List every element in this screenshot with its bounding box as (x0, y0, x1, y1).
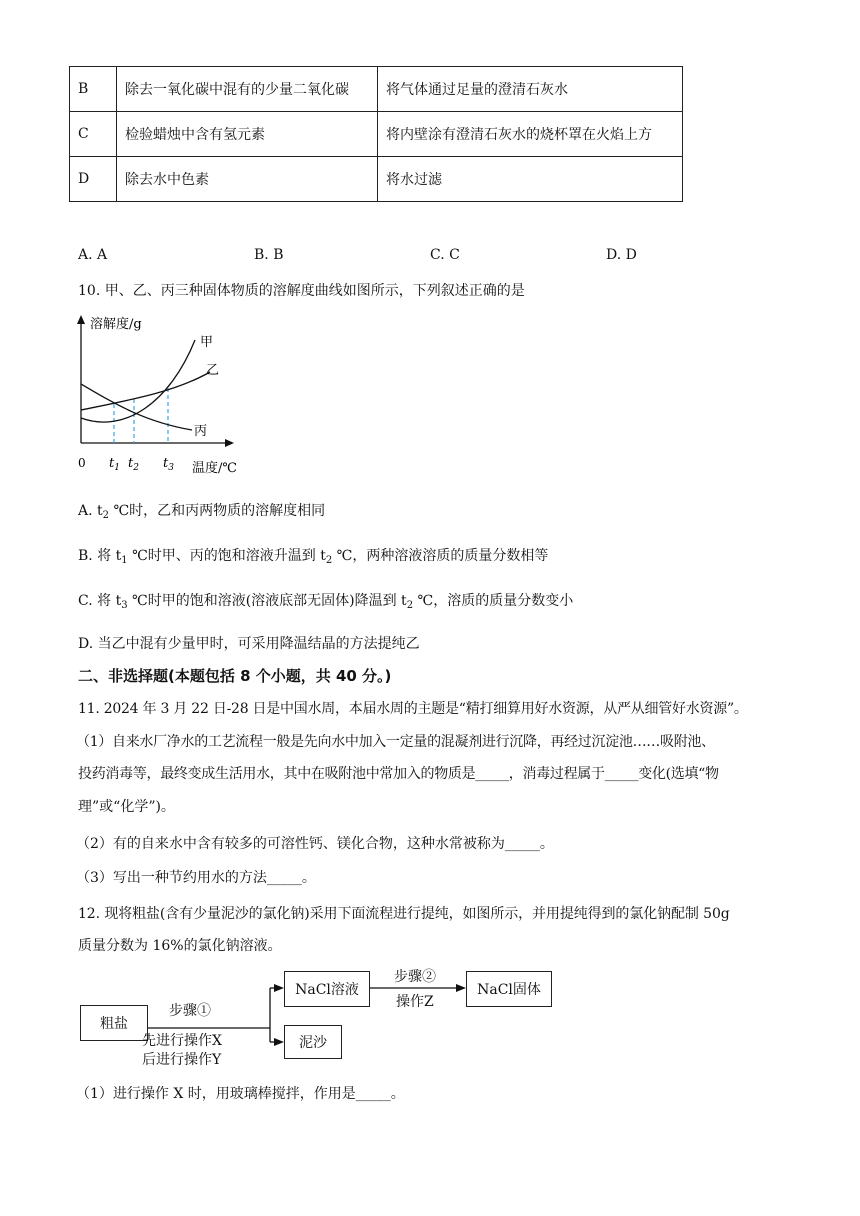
q11-p1-line2: 投药消毒等，最终变成生活用水，其中在吸附池中常加入的物质是_____，消毒过程属于_____变化(选填“物 (78, 766, 719, 782)
q12-stem-line1: 12. 现将粗盐(含有少量泥沙的氯化钠)采用下面流程进行提纯，如图所示，并用提纯得到的氯化钠配制 50g (78, 906, 730, 922)
table-row (70, 112, 683, 157)
row-label: C (70, 112, 117, 157)
q10-option-a: A. $t_2$ ℃时，乙和丙两物质的溶解度相同 (78, 503, 326, 521)
curve-label-bing: 丙 (194, 424, 208, 439)
operation-y-label: 后进行操作Y (142, 1052, 222, 1068)
x-axis-arrow-icon (225, 439, 234, 447)
q9-option-a: A. A (78, 247, 108, 263)
step1-label: 步骤① (169, 1003, 211, 1019)
arrow-to-solid-icon (456, 984, 466, 992)
table-row (70, 157, 683, 202)
curve-jia (81, 340, 195, 422)
q12-stem-line2: 质量分数为 16%的氯化钠溶液。 (78, 938, 282, 954)
options-table (69, 66, 683, 202)
q11-p2: （2）有的自来水中含有较多的可溶性钙、镁化合物，这种水常被称为_____。 (76, 836, 554, 852)
q12-p1: （1）进行操作 X 时，用玻璃棒搅拌，作用是_____。 (76, 1086, 405, 1102)
row-label: B (70, 67, 117, 112)
q9-option-b: B. B (254, 247, 284, 263)
crude-salt-box: 粗盐 (80, 1005, 148, 1041)
q9-option-d: D. D (606, 247, 637, 263)
curve-label-yi: 乙 (206, 363, 220, 378)
solubility-graph (70, 312, 260, 478)
q11-p3: （3）写出一种节约用水的方法_____。 (76, 870, 316, 886)
arrow-to-sand-icon (274, 1038, 284, 1046)
operation-z-label: 操作Z (396, 994, 434, 1010)
q9-option-c: C. C (430, 247, 460, 263)
nacl-solution-box: NaCl溶液 (284, 971, 370, 1007)
q10-option-b: B. 将 $t_1$ ℃时甲、丙的饱和溶液升温到 $t_2$ ℃，两种溶液溶质的质量分数相等 (78, 548, 549, 566)
table-row (70, 67, 683, 112)
step2-label: 步骤② (394, 969, 436, 985)
q10-option-c: C. 将 $t_3$ ℃时甲的饱和溶液(溶液底部无固体)降温到 $t_2$ ℃，溶质的质量分数变小 (78, 593, 574, 611)
row-label: D (70, 157, 117, 202)
tick-t2: $t_2$ (128, 456, 139, 473)
y-axis-arrow-icon (77, 315, 85, 324)
arrow-to-solution-icon (274, 984, 284, 992)
q11-p1-line3: 理”或“化学”)。 (78, 799, 175, 815)
tick-t3: $t_3$ (163, 456, 174, 473)
origin-label: 0 (78, 456, 86, 470)
sand-box: 泥沙 (284, 1025, 342, 1059)
row-purpose: 除去水中色素 (117, 157, 378, 202)
row-method: 将内壁涂有澄清石灰水的烧杯罩在火焰上方 (378, 112, 683, 157)
section-heading: 二、非选择题(本题包括 8 个小题，共 40 分。) (78, 667, 392, 685)
x-axis-label: 温度/℃ (192, 461, 237, 476)
curve-label-jia: 甲 (200, 335, 214, 350)
q11-p1-line1: （1）自来水厂净水的工艺流程一般是先向水中加入一定量的混凝剂进行沉降，再经过沉淀池……吸附池、 (76, 734, 715, 750)
row-method: 将气体通过足量的澄清石灰水 (378, 67, 683, 112)
row-purpose: 检验蜡烛中含有氢元素 (117, 112, 378, 157)
q10-option-d: D. 当乙中混有少量甲时，可采用降温结晶的方法提纯乙 (78, 636, 420, 652)
q11-stem: 11. 2024 年 3 月 22 日-28 日是中国水周，本届水周的主题是“精打细算用好水资源，从严从细管好水资源”。 (78, 701, 748, 717)
curve-yi (81, 372, 210, 410)
nacl-solid-box: NaCl固体 (466, 971, 552, 1007)
operation-x-label: 先进行操作X (142, 1033, 222, 1049)
row-method: 将水过滤 (378, 157, 683, 202)
y-axis-label: 溶解度/g (90, 317, 142, 332)
tick-t1: $t_1$ (109, 456, 120, 473)
row-purpose: 除去一氧化碳中混有的少量二氧化碳 (117, 67, 378, 112)
q10-stem: 10. 甲、乙、丙三种固体物质的溶解度曲线如图所示，下列叙述正确的是 (78, 283, 525, 299)
